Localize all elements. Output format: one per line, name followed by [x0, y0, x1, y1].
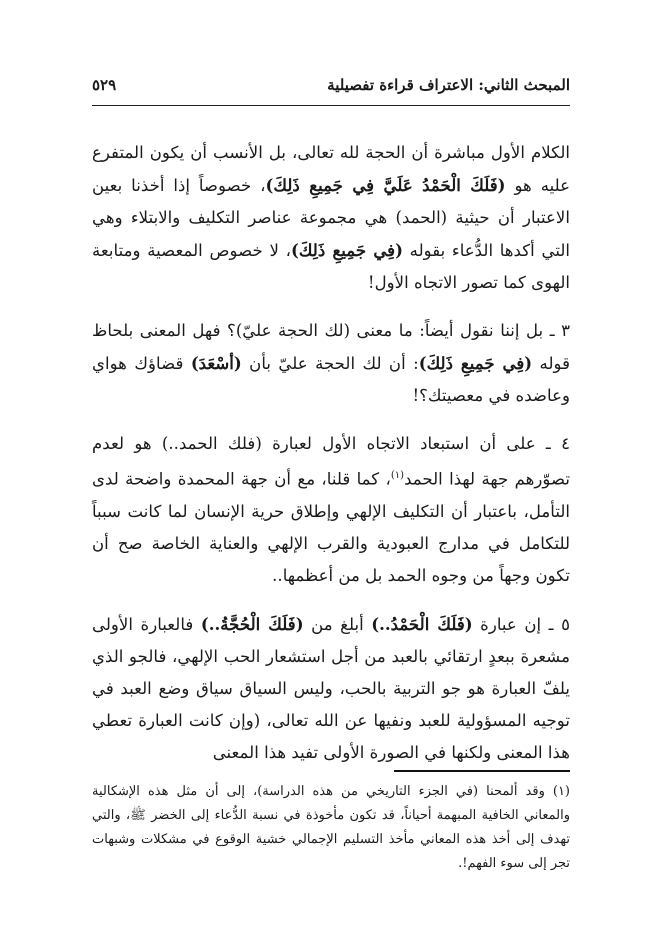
- quoted-phrase: (فِي جَمِيعِ ذَلِكَ): [290, 240, 403, 260]
- footnote: [92, 780, 570, 876]
- footnote-number: (١): [552, 784, 570, 799]
- quoted-phrase: (فَلَكَ الْحَمْدُ عَلَيَّ فِي جَمِيعِ ذَلِكَ): [265, 175, 506, 195]
- quoted-phrase: (فَلَكَ الْحَمْدُ..): [371, 613, 473, 634]
- paragraph: [92, 137, 570, 299]
- header-rule: [92, 105, 570, 106]
- text-run: ، لا خصوص المعصية ومتابعة الهوى كما تصور الاتجاه الأول!: [92, 241, 570, 292]
- text-run: ، خصوصاً إذا أخذنا بعين الاعتبار أن حيثية (الحمد) هي مجموعة عناصر التكليف والابتلاء وهي التي أكدها الدُّعاء بقوله: [92, 176, 570, 260]
- paragraph: [92, 608, 570, 769]
- page-number: ٥٢٩: [92, 76, 117, 94]
- running-header: [92, 72, 570, 98]
- main-text: [92, 137, 570, 785]
- paragraph: [92, 315, 570, 412]
- chapter-title: المبحث الثاني: الاعتراف قراءة تفصيلية: [327, 76, 570, 94]
- text-run: ٥ ـ إن عبارة: [472, 614, 570, 634]
- text-run: ٤ ـ على أن استبعاد الاتجاه الأول لعبارة (فلك الحمد..) هو لعدم تصوّرهم جهة لهذا الحمد: [92, 434, 570, 489]
- quoted-phrase: (أسْعَدَ): [190, 353, 242, 373]
- text-run: : أن لك الحجة عليّ بأن: [241, 354, 419, 373]
- text-run: فالعبارة الأولى مشعرة ببعدٍ ارتقائي بالعبد من أجل استشعار الحب الإلهي، فالجو الذي يلفّ العبارة هو جو التربية بالحب، وليس السياق سياق وضع العبد في توجيه المسؤولية للعبد ونفيها عن الله تعالى، (وإن كانت العبارة تعطي هذا المعنى ولكنها في الصورة الأولى تفيد هذا المعنى: [92, 614, 570, 762]
- text-run: قضاؤك هواي وعاضده في معصيتك؟!: [92, 354, 570, 405]
- footnote-rule: [394, 770, 570, 772]
- text-run: أبلغ من: [303, 614, 372, 634]
- text-run: ٣ ـ بل إننا نقول أيضاً: ما معنى (لك الحجة عليّ)؟ فهل المعنى بلحاظ قوله: [92, 321, 571, 373]
- footnote-text: وقد ألمحنا (في الجزء التاريخي من هذه الدراسة)، إلى أن مثل هذه الإشكالية والمعاني الخافية المبهمة أحياناً، قد تكون مأخوذة في نسبة الدُّعاء إلى الخضر ﷺ، والتي تهدف إلى أخذ هذه المعاني مأخذ التسليم الإجمالي خشية الوقوع في مشكلات وشبهات تجر إلى سوء الفهم!.: [92, 784, 570, 871]
- text-run: الكلام الأول مباشرة أن الحجة لله تعالى، بل الأنسب أن يكون المتفرع عليه هو: [92, 143, 571, 195]
- quoted-phrase: (فِي جَمِيعِ ذَلِكَ): [418, 353, 533, 373]
- quoted-phrase: (فَلَكَ الْحُجَّةُ..): [200, 613, 304, 634]
- paragraph: [92, 428, 570, 592]
- footnote-ref: (١): [390, 470, 405, 481]
- text-run: ، كما قلنا، مع أن جهة المحمدة واضحة لدى التأمل، باعتبار أن التكليف الإلهي وإطلاق حرية الإنسان لما كانت سبباً للتكامل في مدارج العبودية والقرب الإلهي والعناية الخاصة صح أن تكون وجهاً من وجوه الحمد بل من أعظمها..: [92, 469, 570, 585]
